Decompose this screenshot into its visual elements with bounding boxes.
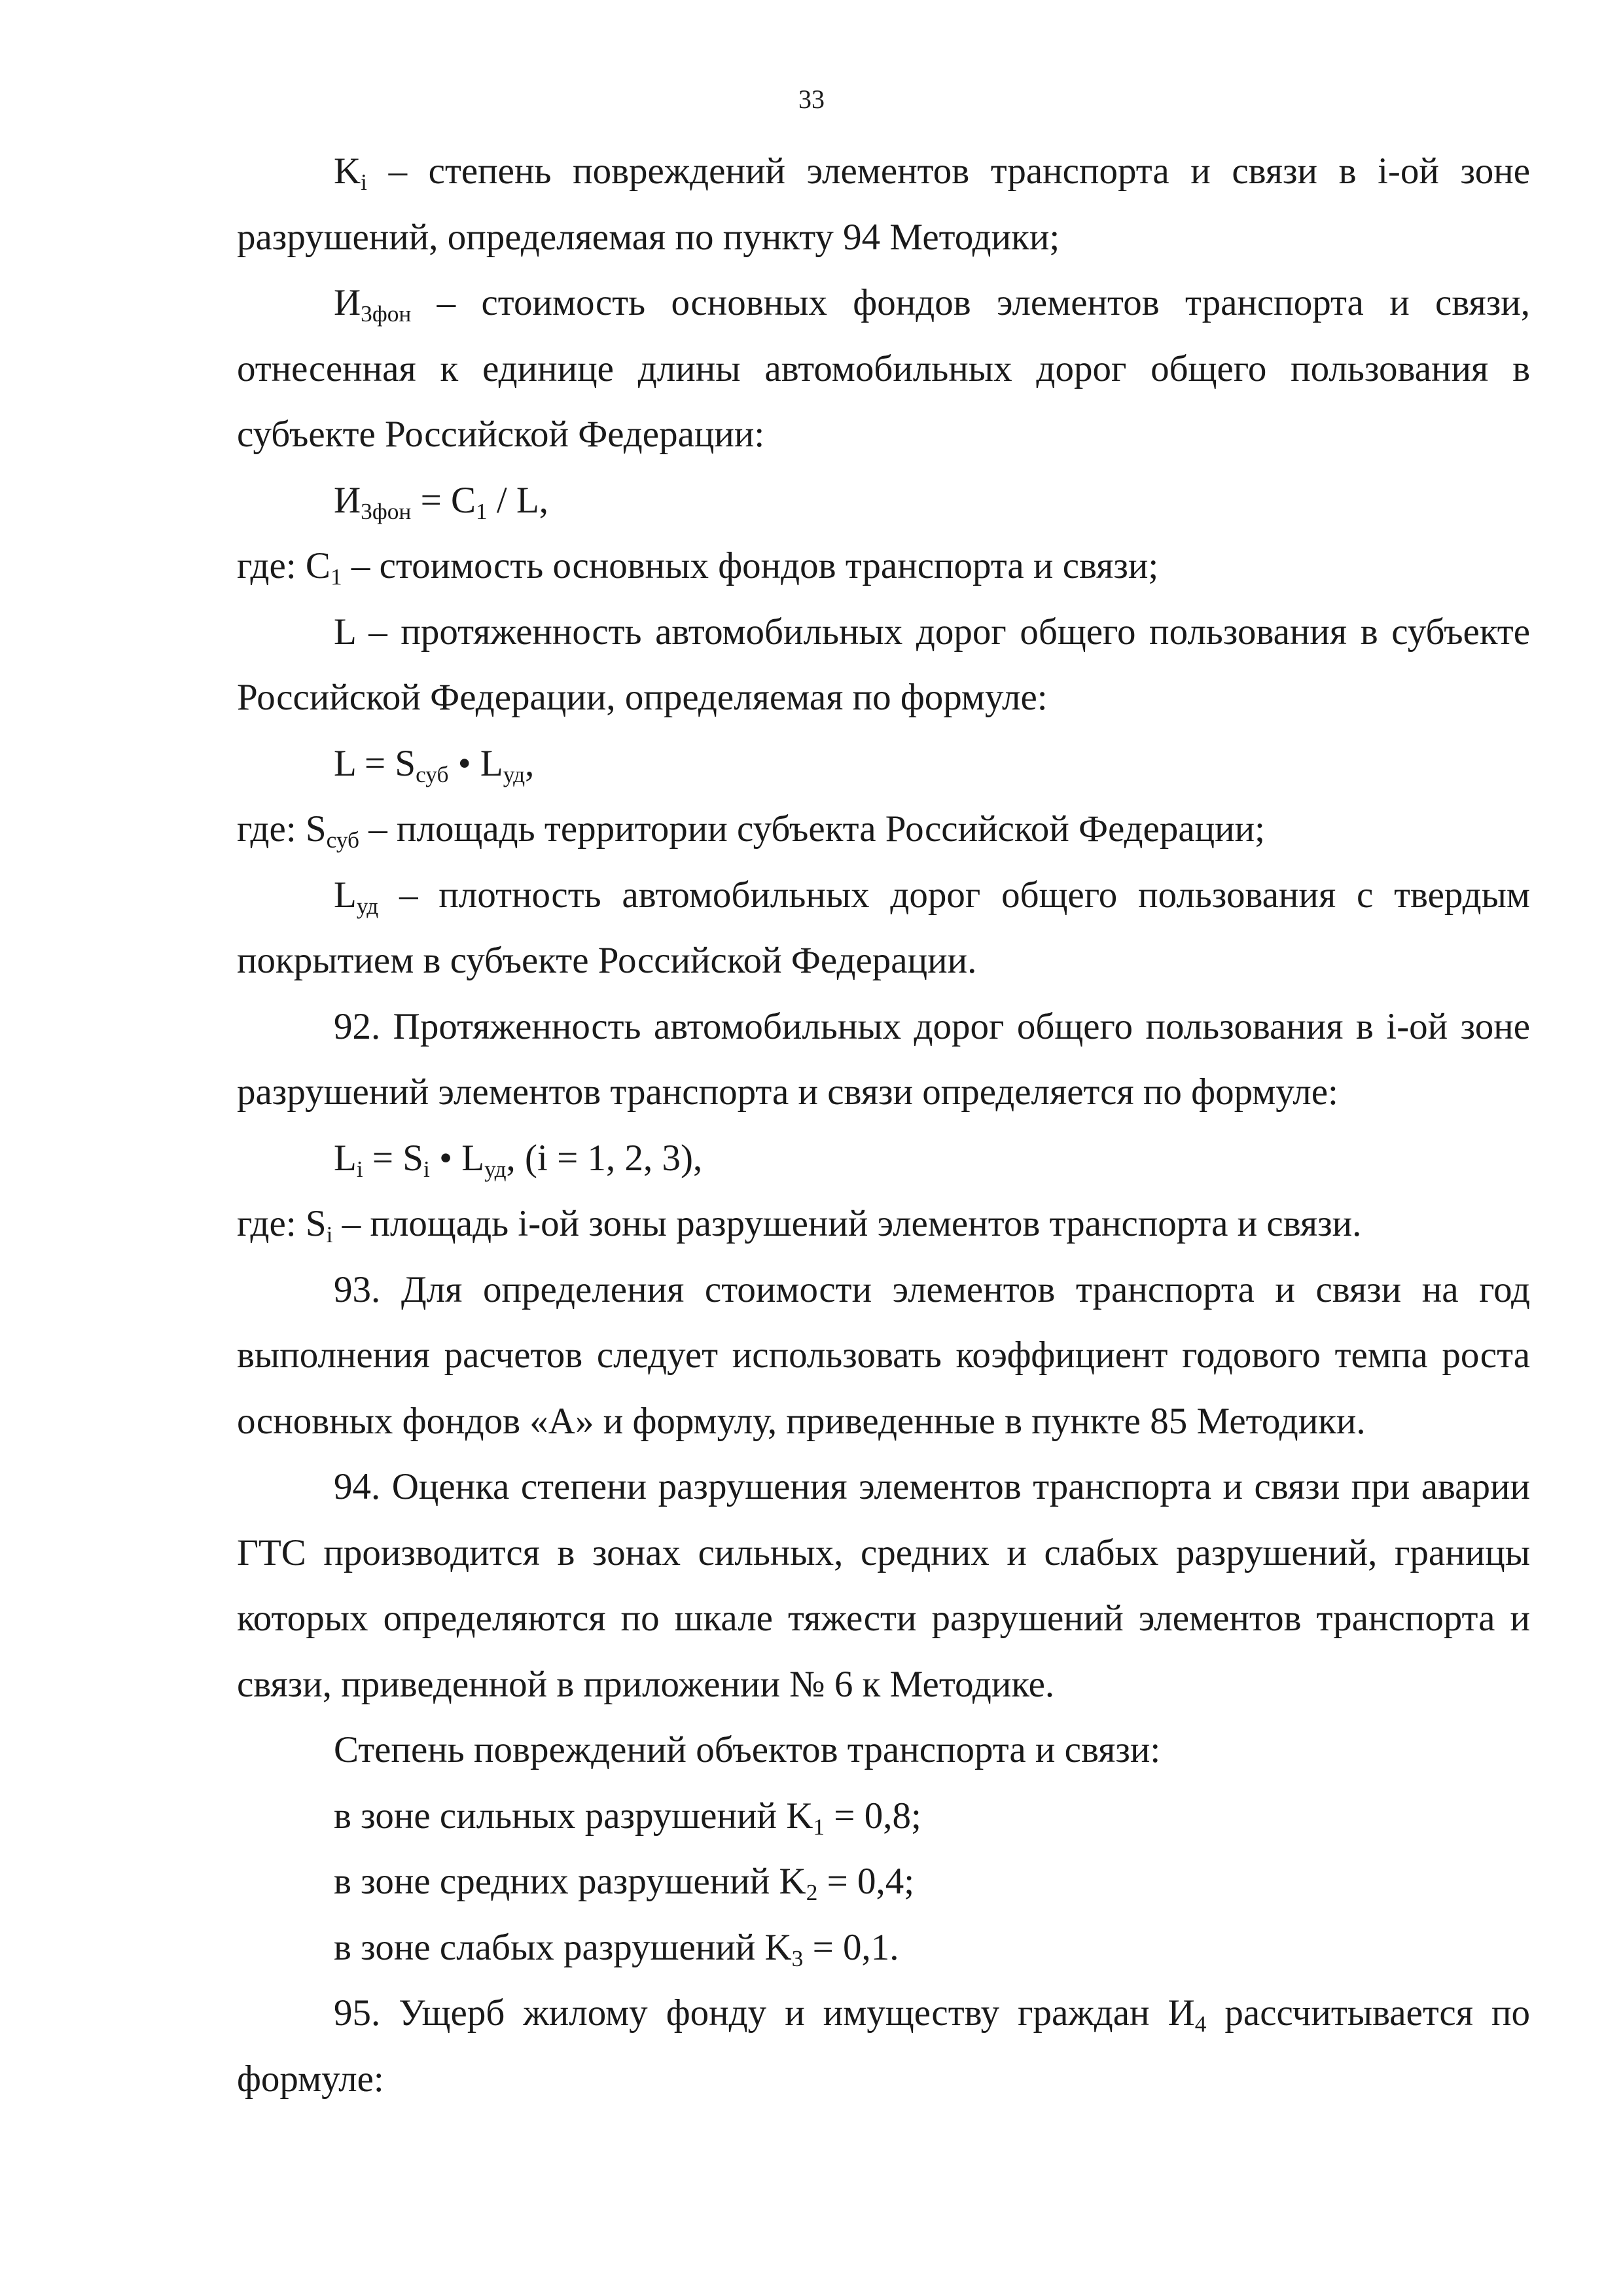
subscript-2: 2 — [806, 1879, 818, 1905]
document-body — [237, 139, 1530, 2112]
formula-mid: = C — [411, 479, 476, 521]
formula-l — [237, 731, 1530, 797]
subscript-i: i — [361, 169, 367, 195]
zone-text: в зоне слабых разрушений K — [334, 1926, 792, 1968]
definition-text: – площадь i-ой зоны разрушений элементов транспорта и связи. — [332, 1203, 1362, 1244]
definition-prefix: где: C — [237, 545, 330, 586]
definition-text: – стоимость основных фондов элементов транспорта и связи, отнесенная к единице длины автомобильных дорог общего пользования в субъекте Российской Федерации: — [237, 282, 1530, 455]
formula-tail: , (i = 1, 2, 3), — [506, 1137, 703, 1179]
zone-weak — [237, 1915, 1530, 1981]
zone-value: = 0,1. — [803, 1926, 899, 1968]
subscript-4: 4 — [1194, 2011, 1207, 2037]
definition-text: – площадь территории субъекта Российской Федерации; — [359, 808, 1265, 850]
definition-text: – стоимость основных фондов транспорта и связи; — [342, 545, 1159, 586]
subscript-1: 1 — [813, 1814, 825, 1840]
definition-l: L – протяженность автомобильных дорог общего пользования в субъекте Российской Федерации, определяемая по формуле: — [237, 611, 1530, 718]
var-l: L — [334, 874, 357, 916]
definition-i3fon — [237, 270, 1530, 468]
formula-i3fon — [237, 468, 1530, 534]
formula-s-sub: i — [423, 1156, 430, 1182]
definition-prefix: где: S — [237, 808, 327, 850]
formula-l-sub: i — [356, 1156, 363, 1182]
formula-ud-sub: уд — [503, 761, 526, 787]
formula-sub-sub: суб — [416, 761, 449, 787]
subscript-3fon: 3фон — [361, 300, 412, 327]
paragraph-94: 94. Оценка степени разрушения элементов транспорта и связи при аварии ГТС производится в зонах сильных, средних и слабых разрушений, границы которых определяются по шкале тяжести разрушений элементов транспорта и связи, приведенной в приложении № 6 к Методике. — [237, 1466, 1530, 1705]
formula-l: L — [334, 1137, 357, 1179]
paragraph-text: 95. Ущерб жилому фонду и имуществу граждан И — [334, 1992, 1195, 2034]
definition-c1 — [237, 533, 1530, 600]
formula-ud-sub: уд — [484, 1156, 507, 1182]
definition-prefix: где: S — [237, 1203, 327, 1244]
formula-dot: • L — [429, 1137, 485, 1179]
subscript-i: i — [326, 1221, 333, 1247]
definition-k-i — [237, 139, 1530, 270]
definition-text: – степень повреждений элементов транспорта и связи в i-ой зоне разрушений, определяемая по пункту 94 Методики; — [237, 151, 1530, 258]
definition-s-sub — [237, 797, 1530, 863]
zone-strong — [237, 1784, 1530, 1850]
formula-eq: = S — [363, 1137, 424, 1179]
subscript-ud: уд — [356, 893, 379, 919]
zone-medium — [237, 1849, 1530, 1915]
zone-value: = 0,4; — [817, 1861, 915, 1902]
damage-degree-heading: Степень повреждений объектов транспорта и связи: — [334, 1729, 1161, 1770]
subscript-3: 3 — [791, 1945, 804, 1971]
definition-l-ud — [237, 863, 1530, 994]
formula-mid: • L — [448, 742, 503, 784]
var-i: И — [334, 282, 361, 323]
subscript-1: 1 — [330, 564, 342, 590]
zone-text: в зоне сильных разрушений K — [334, 1795, 813, 1837]
var-k: K — [334, 151, 361, 192]
formula-mid-sub: 1 — [475, 498, 488, 524]
formula-lhs: L = S — [334, 742, 416, 784]
zone-text: в зоне средних разрушений K — [334, 1861, 806, 1902]
zone-value: = 0,8; — [825, 1795, 921, 1837]
paragraph-95 — [237, 1981, 1530, 2112]
page-number: 33 — [798, 84, 825, 114]
subscript-sub: суб — [326, 827, 360, 853]
formula-tail: / L, — [487, 479, 549, 521]
formula-lhs-sub: 3фон — [361, 498, 412, 524]
formula-lhs: И — [334, 479, 361, 521]
paragraph-93: 93. Для определения стоимости элементов транспорта и связи на год выполнения расчетов следует использовать коэффициент годового темпа роста основных фондов «А» и формулу, приведенные в пункте 85 Методики. — [237, 1268, 1530, 1442]
formula-tail: , — [525, 742, 535, 784]
definition-s-i — [237, 1191, 1530, 1257]
definition-text: – плотность автомобильных дорог общего пользования с твердым покрытием в субъекте Российской Федерации. — [237, 874, 1530, 981]
paragraph-92: 92. Протяженность автомобильных дорог общего пользования в i-ой зоне разрушений элементов транспорта и связи определяется по формуле: — [237, 1005, 1530, 1113]
paragraph-text-end: рассчитывается по формуле: — [237, 1992, 1530, 2100]
formula-li — [237, 1126, 1530, 1192]
